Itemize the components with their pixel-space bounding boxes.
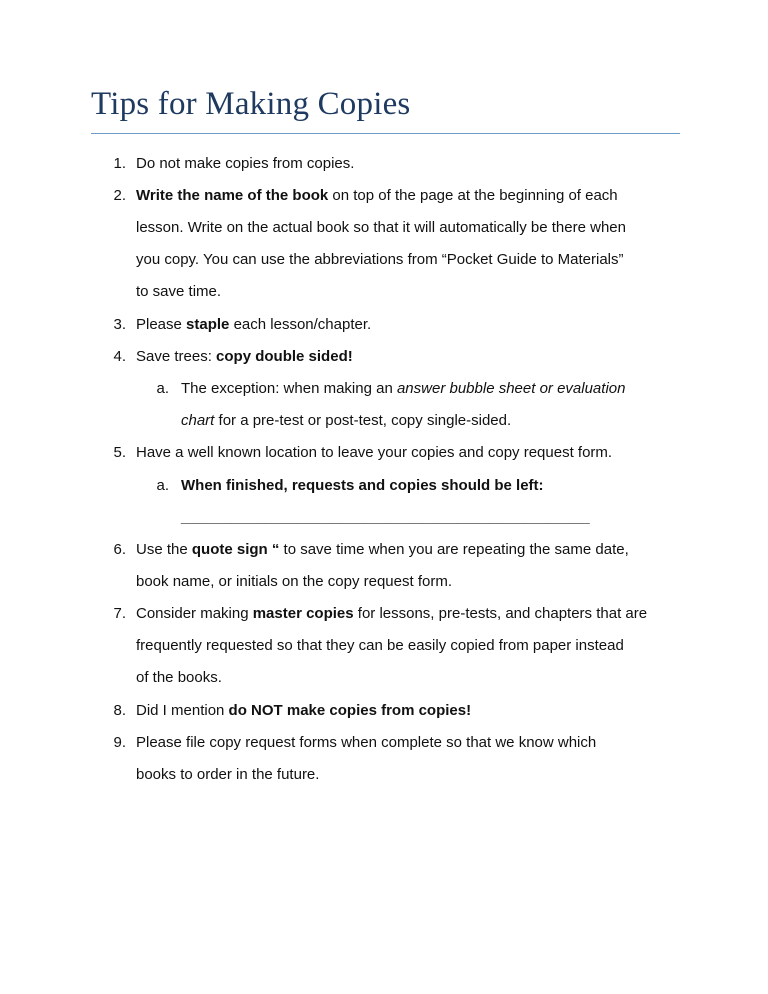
list-number: 1. [113,155,126,172]
fill-in-blank-line: _________________________________________________ [181,509,590,526]
list-item-text: to save time. [136,283,222,300]
list-item-text: Did I mention do NOT make copies from copies! [136,702,472,719]
list-item-text: Do not make copies from copies. [136,155,355,172]
list-item-text: you copy. You can use the abbreviations from “Pocket Guide to Materials” [136,251,624,268]
list-item-text: Have a well known location to leave your copies and copy request form. [136,444,613,461]
sublist-item-text: When finished, requests and copies should be left: [181,477,544,494]
sublist-letter: a. [156,477,169,494]
list-item-text: Consider making master copies for lessons, pre-tests, and chapters that are [136,605,648,622]
list-item-text: Write the name of the book on top of the page at the beginning of each [136,187,618,204]
list-number: 6. [113,541,126,558]
list-item-text: Use the quote sign “ to save time when you are repeating the same date, [136,541,629,558]
list-number: 5. [113,444,126,461]
title-underline [91,133,680,134]
list-item-text: Please staple each lesson/chapter. [136,316,372,333]
list-item-text: Save trees: copy double sided! [136,348,353,365]
list-number: 9. [113,734,126,751]
list-item-text: frequently requested so that they can be easily copied from paper instead [136,637,624,654]
list-number: 4. [113,348,126,365]
list-item-text: books to order in the future. [136,766,320,783]
sublist-item-text: chart for a pre-test or post-test, copy single-sided. [181,412,512,429]
sublist-item-text: The exception: when making an answer bubble sheet or evaluation [181,380,626,397]
list-number: 3. [113,316,126,333]
list-number: 8. [113,702,126,719]
list-item-text: of the books. [136,669,222,686]
list-item-text: lesson. Write on the actual book so that it will automatically be there when [136,219,626,236]
list-number: 7. [113,605,126,622]
list-item-text: book name, or initials on the copy request form. [136,573,452,590]
page-title: Tips for Making Copies [91,86,411,122]
list-number: 2. [113,187,126,204]
sublist-letter: a. [156,380,169,397]
list-item-text: Please file copy request forms when complete so that we know which [136,734,597,751]
